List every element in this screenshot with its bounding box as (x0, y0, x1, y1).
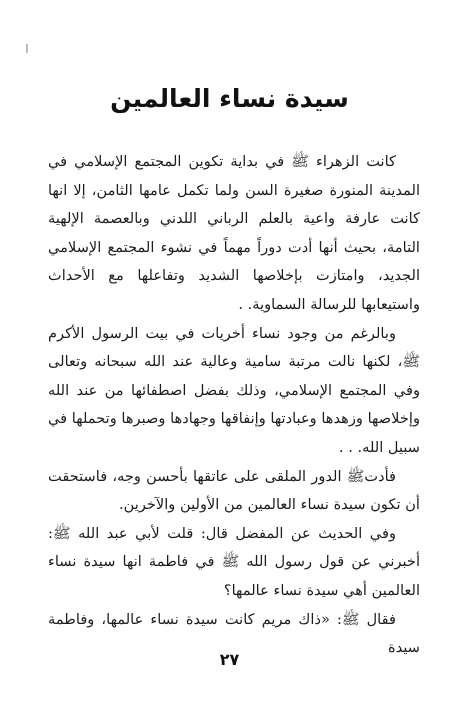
body-text (48, 148, 420, 663)
scan-mark (26, 44, 28, 53)
paragraph-1: كانت الزهراء ﷺ في بداية تكوين المجتمع الإسلامي في المدينة المنورة صغيرة السن ولما تكمل عامها الثامن، إلا انها كانت عارفة واعية بالعلم الرباني اللدني وبالعصمة الإلهية التامة، بحيث أنها أدت دوراً مهماً في نشوء المجتمع الإسلامي الجديد، وامتازت بإخلاصها الشديد وتفاعلها مع الأحداث واستيعابها للرسالة السماوية. . (48, 153, 420, 313)
paragraph-5: فقال ﷺ: «ذاك مريم كانت سيدة نساء عالمها، وفاطمة سيدة (48, 610, 420, 657)
paragraph-3: فأدتﷺ الدور الملقى على عاتقها بأحسن وجه، فاستحقت أن تكون سيدة نساء العالمين من الأولين والآخرين. (48, 467, 420, 514)
paragraph-2: وبالرغم من وجود نساء أخريات في بيت الرسول الأكرم ﷺ، لكنها نالت مرتبة سامية وعالية عند الله سبحانه وتعالى وفي المجتمع الإسلامي، وذلك بفضل اصطفائها من عند الله وإخلاصها وزهدها وعبادتها وإنفاقها وجهادها وصبرها وتحملها في سبيل الله. . . (48, 324, 420, 456)
page-number: ٢٧ (219, 650, 240, 669)
chapter-title: سيدة نساء العالمين (110, 84, 349, 113)
paragraph-4: وفي الحديث عن المفضل قال: قلت لأبي عبد الله ﷺ: أخبرني عن قول رسول الله ﷺ في فاطمة انها سيدة نساء العالمين أهي سيدة نساء عالمها؟ (48, 524, 420, 599)
